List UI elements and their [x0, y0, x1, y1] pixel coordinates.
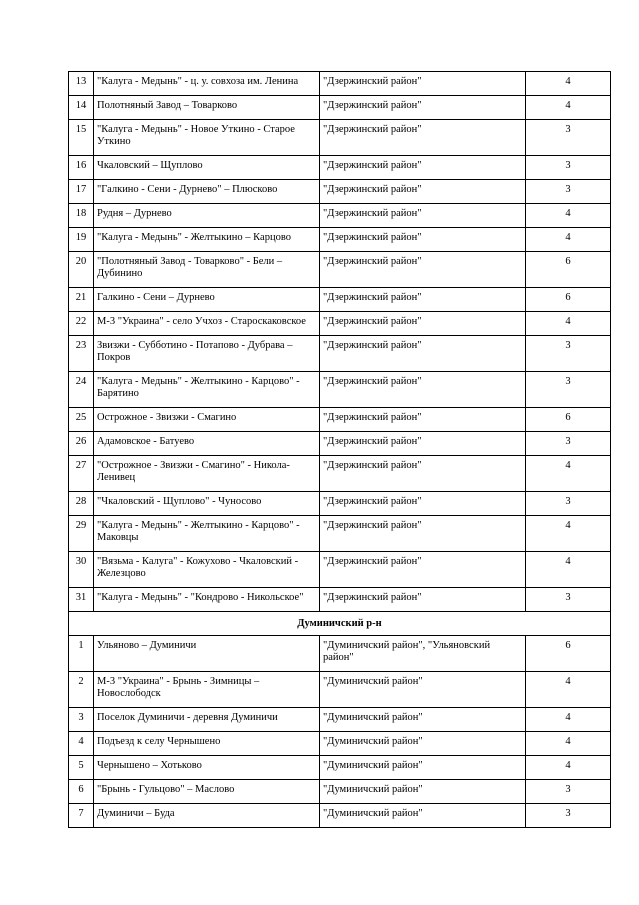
road-name: Адамовское - Батуево: [94, 432, 320, 456]
district-name: "Дзержинский район": [320, 516, 526, 552]
table-body-dzerzhinsky: [69, 72, 611, 612]
table-row: [69, 252, 611, 288]
road-name: Галкино - Сени – Дурнево: [94, 288, 320, 312]
table-row: [69, 636, 611, 672]
table-row: [69, 72, 611, 96]
table-row: [69, 756, 611, 780]
table-row: [69, 408, 611, 432]
table-row: [69, 336, 611, 372]
row-value: 4: [526, 552, 611, 588]
table-row: [69, 456, 611, 492]
row-number: 19: [69, 228, 94, 252]
row-number: 17: [69, 180, 94, 204]
section-title: Думиничский р-н: [69, 612, 611, 636]
district-name: "Думиничский район": [320, 780, 526, 804]
road-name: Рудня – Дурнево: [94, 204, 320, 228]
row-value: 4: [526, 672, 611, 708]
district-name: "Думиничский район", "Ульяновский район": [320, 636, 526, 672]
row-value: 4: [526, 96, 611, 120]
row-number: 7: [69, 804, 94, 828]
road-name: "Калуга - Медынь" - Желтыкино - Карцово" - Барятино: [94, 372, 320, 408]
district-name: "Дзержинский район": [320, 336, 526, 372]
row-number: 29: [69, 516, 94, 552]
row-value: 4: [526, 228, 611, 252]
table-section-header: [69, 612, 611, 636]
row-value: 4: [526, 516, 611, 552]
table-row: [69, 120, 611, 156]
road-name: "Калуга - Медынь" - ц. у. совхоза им. Ленина: [94, 72, 320, 96]
table-row: [69, 96, 611, 120]
row-value: 3: [526, 156, 611, 180]
row-number: 28: [69, 492, 94, 516]
district-name: "Думиничский район": [320, 804, 526, 828]
road-name: "Калуга - Медынь" - Желтыкино - Карцово" - Маковцы: [94, 516, 320, 552]
road-name: "Калуга - Медынь" - "Кондрово - Никольское": [94, 588, 320, 612]
row-number: 24: [69, 372, 94, 408]
row-value: 3: [526, 492, 611, 516]
district-name: "Дзержинский район": [320, 552, 526, 588]
district-name: "Думиничский район": [320, 672, 526, 708]
table-row: [69, 552, 611, 588]
row-number: 27: [69, 456, 94, 492]
row-number: 13: [69, 72, 94, 96]
district-name: "Дзержинский район": [320, 288, 526, 312]
row-number: 4: [69, 732, 94, 756]
row-number: 22: [69, 312, 94, 336]
section-row: [69, 612, 611, 636]
row-number: 5: [69, 756, 94, 780]
row-number: 26: [69, 432, 94, 456]
road-name: "Вязьма - Калуга" - Кожухово - Чкаловский - Железцово: [94, 552, 320, 588]
row-value: 4: [526, 72, 611, 96]
row-number: 2: [69, 672, 94, 708]
row-number: 25: [69, 408, 94, 432]
row-number: 31: [69, 588, 94, 612]
road-name: Поселок Думиничи - деревня Думиничи: [94, 708, 320, 732]
table-row: [69, 732, 611, 756]
district-name: "Дзержинский район": [320, 72, 526, 96]
road-name: Думиничи – Буда: [94, 804, 320, 828]
road-name: Подъезд к селу Чернышено: [94, 732, 320, 756]
row-value: 3: [526, 780, 611, 804]
table-body-duminichi: [69, 636, 611, 828]
table-row: [69, 492, 611, 516]
row-number: 1: [69, 636, 94, 672]
row-value: 4: [526, 312, 611, 336]
table-row: [69, 180, 611, 204]
row-value: 4: [526, 456, 611, 492]
road-name: "Калуга - Медынь" - Новое Уткино - Старое Уткино: [94, 120, 320, 156]
row-value: 3: [526, 588, 611, 612]
table-row: [69, 780, 611, 804]
row-value: 4: [526, 732, 611, 756]
row-value: 6: [526, 408, 611, 432]
road-name: Чкаловский – Щуплово: [94, 156, 320, 180]
road-name: М-3 "Украина" - Брынь - Зимницы – Новослободск: [94, 672, 320, 708]
row-number: 3: [69, 708, 94, 732]
district-name: "Дзержинский район": [320, 96, 526, 120]
row-number: 16: [69, 156, 94, 180]
road-name: "Галкино - Сени - Дурнево" – Плюсково: [94, 180, 320, 204]
table-row: [69, 588, 611, 612]
table-row: [69, 432, 611, 456]
district-name: "Дзержинский район": [320, 180, 526, 204]
table-row: [69, 156, 611, 180]
row-number: 14: [69, 96, 94, 120]
district-name: "Дзержинский район": [320, 372, 526, 408]
district-name: "Дзержинский район": [320, 204, 526, 228]
road-name: Полотняный Завод – Товарково: [94, 96, 320, 120]
road-name: М-3 "Украина" - село Учхоз - Староскаковское: [94, 312, 320, 336]
row-value: 4: [526, 204, 611, 228]
road-name: "Острожное - Звизжи - Смагино" - Никола-Ленивец: [94, 456, 320, 492]
district-name: "Дзержинский район": [320, 228, 526, 252]
road-name: Острожное - Звизжи - Смагино: [94, 408, 320, 432]
row-number: 6: [69, 780, 94, 804]
table-row: [69, 228, 611, 252]
row-number: 23: [69, 336, 94, 372]
district-name: "Дзержинский район": [320, 408, 526, 432]
table-row: [69, 672, 611, 708]
district-name: "Дзержинский район": [320, 156, 526, 180]
district-name: "Дзержинский район": [320, 588, 526, 612]
table-row: [69, 288, 611, 312]
row-value: 6: [526, 636, 611, 672]
road-name: "Брынь - Гульцово" – Маслово: [94, 780, 320, 804]
table-row: [69, 804, 611, 828]
district-name: "Думиничский район": [320, 756, 526, 780]
row-number: 30: [69, 552, 94, 588]
table-row: [69, 312, 611, 336]
row-number: 20: [69, 252, 94, 288]
row-value: 3: [526, 804, 611, 828]
row-value: 6: [526, 252, 611, 288]
row-value: 3: [526, 180, 611, 204]
table-row: [69, 708, 611, 732]
road-name: "Чкаловский - Щуплово" - Чуносово: [94, 492, 320, 516]
district-name: "Дзержинский район": [320, 312, 526, 336]
road-name: "Калуга - Медынь" - Желтыкино – Карцово: [94, 228, 320, 252]
row-value: 3: [526, 432, 611, 456]
district-name: "Думиничский район": [320, 732, 526, 756]
district-name: "Дзержинский район": [320, 432, 526, 456]
row-number: 18: [69, 204, 94, 228]
road-name: Чернышено – Хотьково: [94, 756, 320, 780]
table-row: [69, 372, 611, 408]
table-row: [69, 204, 611, 228]
row-value: 4: [526, 708, 611, 732]
row-value: 6: [526, 288, 611, 312]
row-value: 4: [526, 756, 611, 780]
row-number: 15: [69, 120, 94, 156]
district-name: "Дзержинский район": [320, 492, 526, 516]
table-row: [69, 516, 611, 552]
row-value: 3: [526, 336, 611, 372]
row-value: 3: [526, 372, 611, 408]
district-name: "Дзержинский район": [320, 252, 526, 288]
road-name: "Полотняный Завод - Товарково" - Бели – Дубинино: [94, 252, 320, 288]
road-name: Звизжи - Субботино - Потапово - Дубрава – Покров: [94, 336, 320, 372]
district-name: "Дзержинский район": [320, 120, 526, 156]
roads-table: [68, 71, 611, 828]
road-name: Ульяново – Думиничи: [94, 636, 320, 672]
row-value: 3: [526, 120, 611, 156]
district-name: "Думиничский район": [320, 708, 526, 732]
row-number: 21: [69, 288, 94, 312]
district-name: "Дзержинский район": [320, 456, 526, 492]
